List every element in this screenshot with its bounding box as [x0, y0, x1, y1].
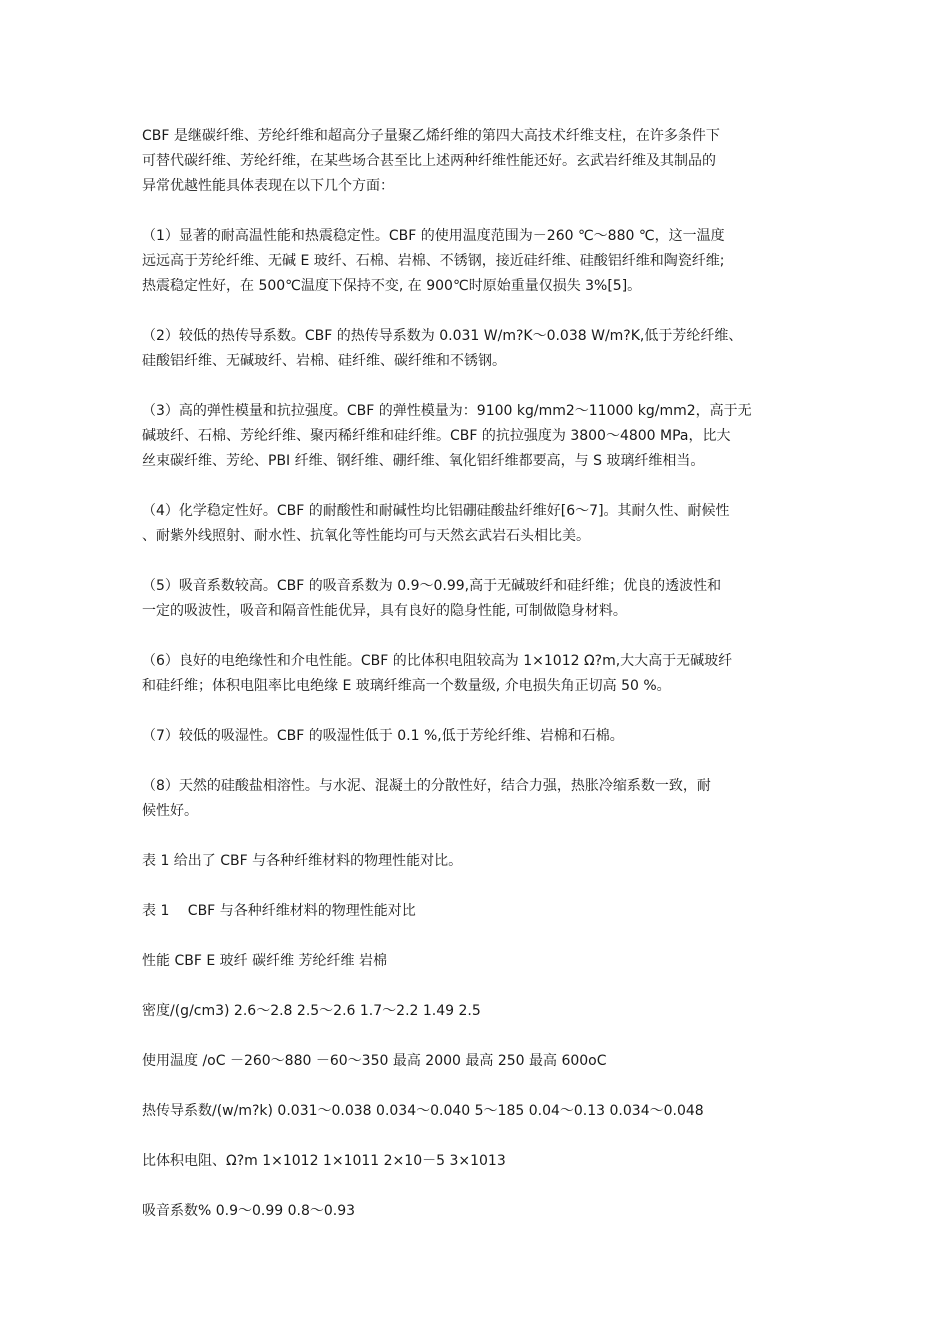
- point-4-paragraph: [142, 499, 814, 549]
- text-line: 和硅纤维；体积电阻率比电绝缘 E 玻璃纤维高一个数量级, 介电损失角正切高 50 %。: [142, 678, 671, 694]
- intro-paragraph: [142, 124, 814, 199]
- text-line: CBF 是继碳纤维、芳纶纤维和超高分子量聚乙烯纤维的第四大高技术纤维支柱，在许多条件下: [142, 128, 720, 144]
- text-line: （1）显著的耐高温性能和热震稳定性。CBF 的使用温度范围为－260 ℃～880 ℃，这一温度: [142, 228, 725, 244]
- text-line: 热震稳定性好，在 500℃温度下保持不变, 在 900℃时原始重量仅损失 3%[5]。: [142, 278, 642, 294]
- table-row: 使用温度 /oC －260～880 －60～350 最高 2000 最高 250 最高 600oC: [142, 1053, 607, 1069]
- text-line: 碱玻纤、石棉、芳纶纤维、聚丙稀纤维和硅纤维。CBF 的抗拉强度为 3800～4800 MPa，比大: [142, 428, 731, 444]
- point-3-paragraph: [142, 399, 814, 474]
- text-line: 丝束碳纤维、芳纶、PBI 纤维、钢纤维、硼纤维、氧化铝纤维都要高，与 S 玻璃纤维相当。: [142, 453, 705, 469]
- text-line: （4）化学稳定性好。CBF 的耐酸性和耐碱性均比铝硼硅酸盐纤维好[6～7]。其耐久性、耐候性: [142, 503, 730, 519]
- text-line: 远远高于芳纶纤维、无碱 E 玻纤、石棉、岩棉、不锈钢，接近硅纤维、硅酸铝纤维和陶瓷纤维;: [142, 253, 725, 269]
- point-6-paragraph: [142, 649, 814, 699]
- text-line: 候性好。: [142, 803, 198, 819]
- table-intro: 表 1 给出了 CBF 与各种纤维材料的物理性能对比。: [142, 853, 463, 869]
- text-line: 、耐紫外线照射、耐水性、抗氧化等性能均可与天然玄武岩石头相比美。: [142, 528, 590, 544]
- table-row: 比体积电阻、Ω?m 1×1012 1×1011 2×10－5 3×1013: [142, 1153, 506, 1169]
- table-caption: 表 1 CBF 与各种纤维材料的物理性能对比: [142, 903, 416, 919]
- text-line: 一定的吸波性，吸音和隔音性能优异，具有良好的隐身性能, 可制做隐身材料。: [142, 603, 627, 619]
- table-row: 吸音系数% 0.9～0.99 0.8～0.93: [142, 1203, 356, 1219]
- text-line: 可替代碳纤维、芳纶纤维，在某些场合甚至比上述两种纤维性能还好。玄武岩纤维及其制品的: [142, 153, 716, 169]
- text-line: （2）较低的热传导系数。CBF 的热传导系数为 0.031 W/m?K～0.038 W/m?K,低于芳纶纤维、: [142, 328, 743, 344]
- text-line: 异常优越性能具体表现在以下几个方面：: [142, 178, 394, 194]
- point-7-paragraph: [142, 724, 814, 749]
- point-8-paragraph: [142, 774, 814, 824]
- text-line: （8）天然的硅酸盐相溶性。与水泥、混凝土的分散性好，结合力强，热胀冷缩系数一致，耐: [142, 778, 711, 794]
- table-row: 密度/(g/cm3) 2.6～2.8 2.5～2.6 1.7～2.2 1.49 2.5: [142, 1003, 481, 1019]
- point-1-paragraph: [142, 224, 814, 299]
- text-line: （3）高的弹性模量和抗拉强度。CBF 的弹性模量为：9100 kg/mm2～11000 kg/mm2，高于无: [142, 403, 752, 419]
- text-line: （7）较低的吸湿性。CBF 的吸湿性低于 0.1 %,低于芳纶纤维、岩棉和石棉。: [142, 728, 624, 744]
- table-header-row: 性能 CBF E 玻纤 碳纤维 芳纶纤维 岩棉: [142, 953, 387, 969]
- document-page: [142, 124, 814, 1249]
- table-row: 热传导系数/(w/m?k) 0.031～0.038 0.034～0.040 5～185 0.04～0.13 0.034～0.048: [142, 1103, 704, 1119]
- point-5-paragraph: [142, 574, 814, 624]
- text-line: 硅酸铝纤维、无碱玻纤、岩棉、硅纤维、碳纤维和不锈钢。: [142, 353, 506, 369]
- text-line: （5）吸音系数较高。CBF 的吸音系数为 0.9～0.99,高于无碱玻纤和硅纤维；优良的透波性和: [142, 578, 722, 594]
- text-line: （6）良好的电绝缘性和介电性能。CBF 的比体积电阻较高为 1×1012 Ω?m,大大高于无碱玻纤: [142, 653, 733, 669]
- point-2-paragraph: [142, 324, 814, 374]
